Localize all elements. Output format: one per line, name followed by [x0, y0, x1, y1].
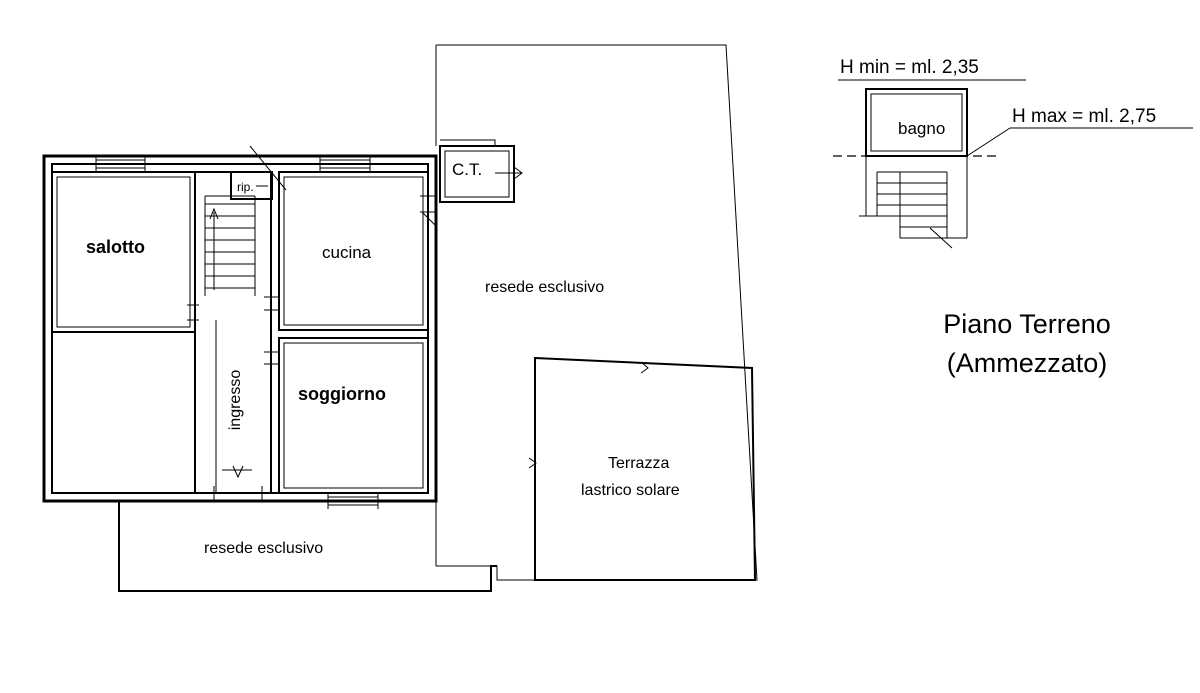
entrance-door [214, 486, 262, 501]
room-label-ingresso: ingresso [227, 369, 244, 431]
boundary-ticks [529, 362, 648, 468]
staircase [205, 196, 255, 296]
room-rip [231, 172, 272, 199]
room-label-ct: C.T. [452, 160, 483, 179]
room-soggiorno [279, 338, 428, 509]
dimension-h-max: H max = ml. 2,75 [1012, 106, 1157, 127]
room-label-cucina: cucina [322, 243, 372, 262]
room-cucina [279, 156, 436, 330]
room-label-rip: rip. [237, 180, 254, 194]
label-lastrico-solare: lastrico solare [581, 482, 680, 499]
roof-ridge-line [250, 146, 286, 190]
room-label-salotto: salotto [86, 237, 146, 257]
label-terrazza: Terrazza [608, 455, 670, 472]
label-resede-top: resede esclusivo [485, 279, 605, 296]
room-ct [440, 140, 522, 202]
room-label-bagno: bagno [898, 119, 946, 138]
plan-title-line2: (Ammezzato) [946, 348, 1108, 378]
plan-title-line1: Piano Terreno [943, 309, 1111, 339]
plot-boundary [436, 45, 757, 580]
room-label-soggiorno: soggiorno [298, 384, 386, 404]
label-resede-bottom: resede esclusivo [204, 540, 324, 557]
apartment-outer-walls [44, 156, 436, 501]
room-ingresso [195, 172, 279, 501]
dimension-h-min: H min = ml. 2,35 [840, 57, 979, 78]
room-salotto [52, 156, 199, 332]
